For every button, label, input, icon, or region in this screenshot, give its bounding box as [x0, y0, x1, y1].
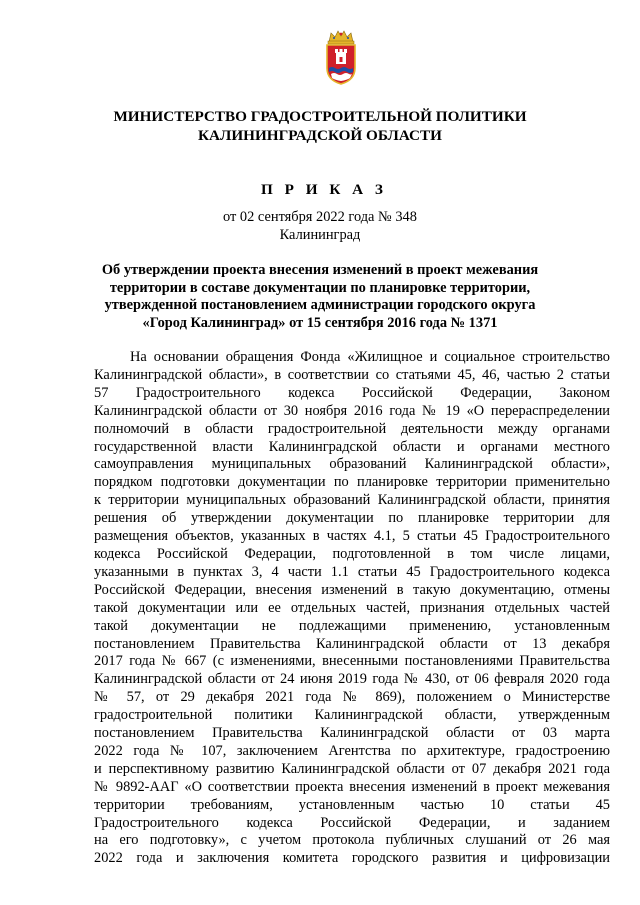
- order-body: [94, 349, 610, 868]
- ministry-name: [0, 107, 640, 145]
- subject-line: «Город Калининград» от 15 сентября 2016 года № 1371: [142, 314, 498, 331]
- body-line: Российской Федерации, внесения изменений в такую документацию, отмены: [94, 581, 610, 598]
- body-line: 2022 года и заключения комитета городского развития и цифровизации: [94, 850, 610, 867]
- body-line: самоуправления муниципальных образований Калининградской области»,: [94, 456, 610, 473]
- body-line: постановлением Правительства Калининградской области от 03 марта: [94, 725, 610, 742]
- body-line: Калининградской области», в соответствии со статьями 45, 46, частью 2 статьи: [94, 366, 610, 383]
- ministry-name-line: КАЛИНИНГРАДСКОЙ ОБЛАСТИ: [198, 127, 442, 144]
- body-line: порядком подготовки документации по планировке территории применительно: [94, 474, 610, 491]
- body-line: Градостроительного кодекса Российской Федерации, и заданием: [94, 814, 610, 831]
- body-line: Калининградской области от 24 июня 2019 года № 430, от 06 февраля 2020 года: [94, 671, 610, 688]
- subject-line: Об утверждении проекта внесения изменений в проект межевания: [101, 262, 539, 278]
- order-title: П Р И К А З: [261, 181, 387, 198]
- body-line: постановлением Правительства Калининградской области от 13 декабря: [94, 635, 610, 652]
- ministry-name-line: МИНИСТЕРСТВО ГРАДОСТРОИТЕЛЬНОЙ ПОЛИТИКИ: [113, 108, 527, 125]
- subject-line: утвержденной постановлением администрации городского округа: [104, 297, 536, 314]
- body-line: полномочий в области градостроительной деятельности между органами: [94, 420, 610, 437]
- body-line: На основании обращения Фонда «Жилищное и социальное строительство: [130, 349, 610, 365]
- body-line: на его подготовку», с учетом протокола публичных слушаний от 26 мая: [94, 832, 610, 849]
- order-city: Калининград: [279, 227, 361, 243]
- body-line: кодекса Российской Федерации, подготовленной в том числе лицами,: [94, 545, 610, 562]
- coat-of-arms-icon: [323, 28, 359, 86]
- body-line: градостроительной политики Калининградской области, утвержденным: [94, 707, 610, 724]
- body-line: к территории муниципальных образований Калининградской области, принятия: [94, 492, 610, 509]
- body-line: и перспективному развитию Калининградской области от 07 декабря 2021 года: [94, 760, 610, 777]
- body-line: 2017 года № 667 (с изменениями, внесенными постановлениями Правительства: [94, 653, 610, 670]
- body-line: Калининградской области от 30 ноября 2016 года № 19 «О перераспределении: [94, 402, 610, 419]
- body-line: такой документации или ее отдельных частей, признания отдельных частей: [94, 599, 610, 616]
- body-line: решения об утверждении документации по планировке территории для: [94, 510, 610, 527]
- body-line: 2022 года № 107, заключением Агентства по архитектуре, градостроению: [94, 742, 610, 759]
- body-line: указанными в пунктах 3, 4 части 1.1 статьи 45 Градостроительного кодекса: [94, 563, 610, 580]
- body-line: такой документации не подлежащими применению, установленным: [94, 617, 610, 634]
- order-date: от 02 сентября 2022 года № 348: [223, 209, 417, 225]
- body-line: № 9892-ААГ «О соответствии проекта внесения изменений в проект межевания: [94, 778, 610, 795]
- body-line: размещения объектов, указанных в частях 4.1, 5 статьи 45 Градостроительного: [94, 528, 610, 545]
- body-line: 57 Градостроительного кодекса Российской Федерации, Законом: [94, 384, 610, 401]
- body-line: № 57, от 29 декабря 2021 года № 869), положением о Министерстве: [94, 689, 610, 706]
- order-subject: [0, 262, 640, 332]
- subject-line: территории в составе документации по планировке территории,: [109, 279, 531, 296]
- body-line: государственной власти Калининградской области и органами местного: [94, 438, 610, 455]
- body-line: территории требованиям, установленным частью 10 статьи 45: [94, 796, 610, 813]
